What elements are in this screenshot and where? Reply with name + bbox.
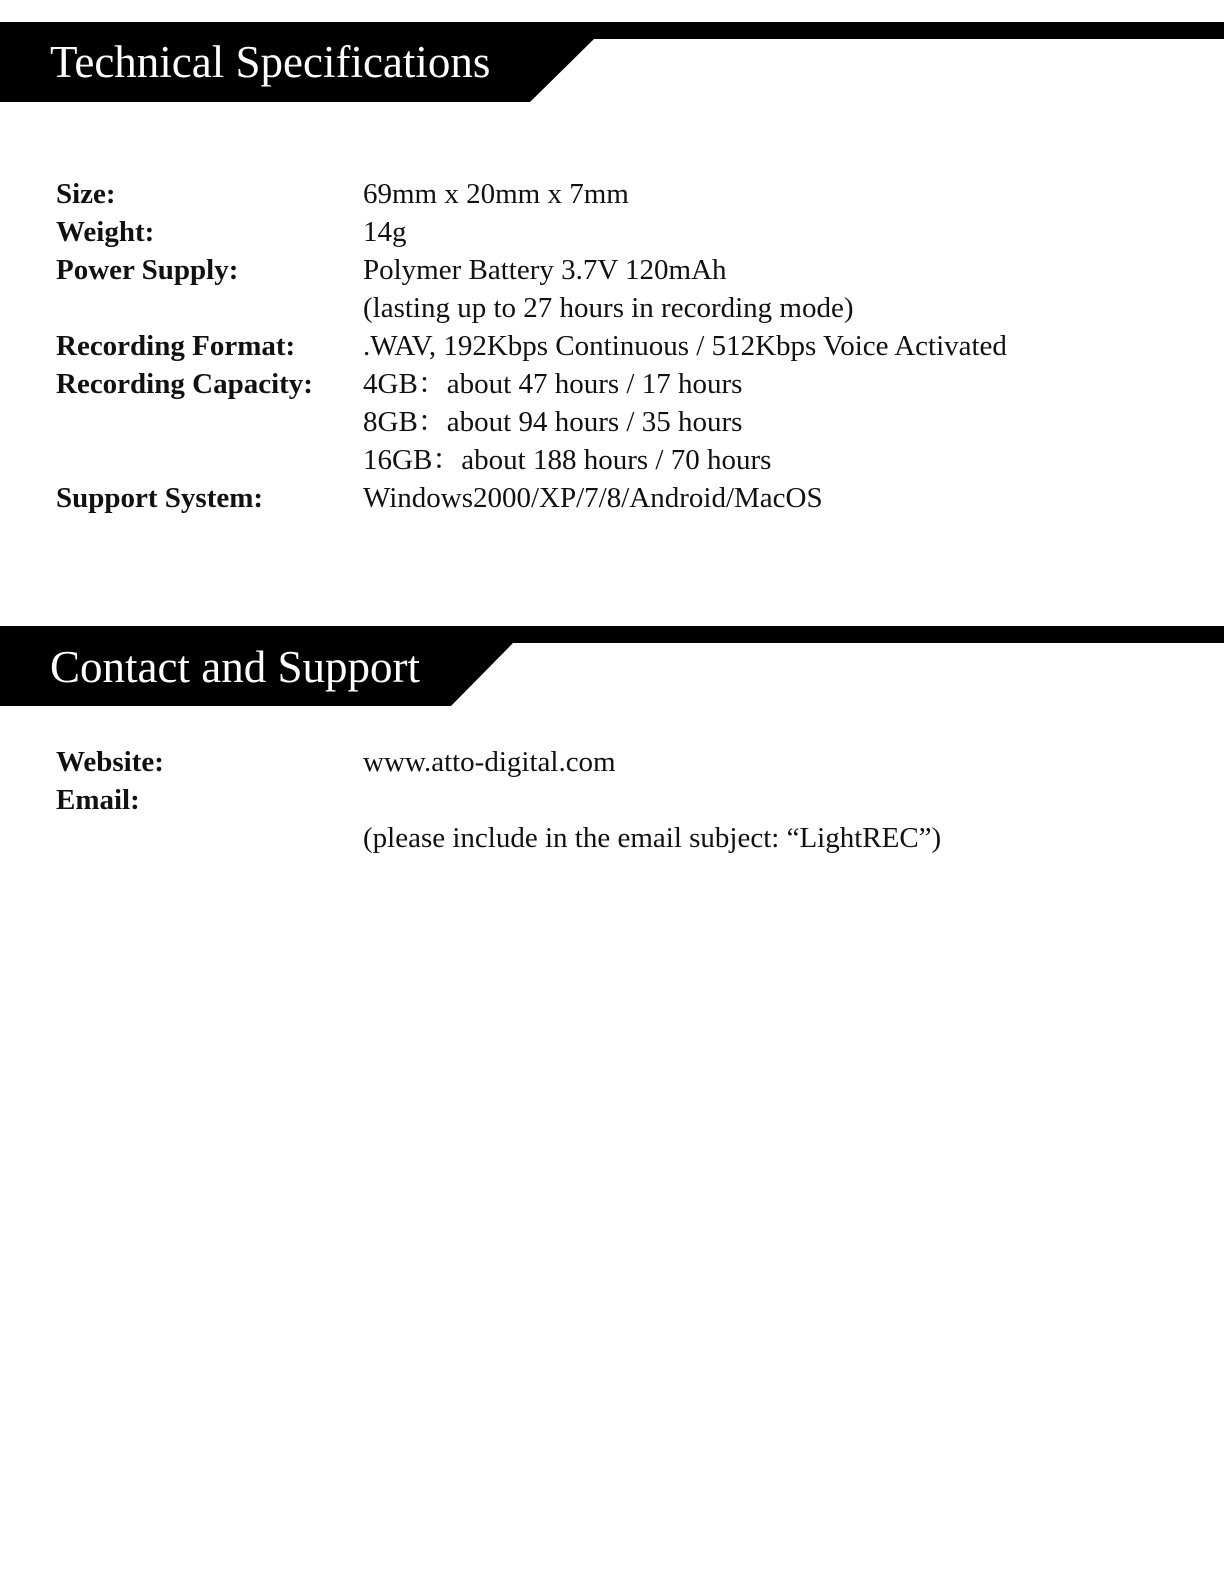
spec-value: 16GB：about 188 hours / 70 hours <box>363 444 772 476</box>
spec-row-recording-capacity-16gb <box>56 441 1176 479</box>
spec-value: Polymer Battery 3.7V 120mAh <box>363 254 727 286</box>
contact-list <box>56 743 1176 857</box>
spec-row-power-supply-note <box>56 289 1176 327</box>
section-title: Contact and Support <box>50 642 420 692</box>
contact-row-email <box>56 781 1176 819</box>
spec-row-recording-format <box>56 327 1176 365</box>
spec-label: Weight: <box>56 216 155 248</box>
spec-row-support-system <box>56 479 1176 517</box>
spec-list <box>56 175 1176 517</box>
spec-label: Size: <box>56 178 116 210</box>
spec-row-power-supply <box>56 251 1176 289</box>
spec-label: Recording Capacity: <box>56 368 313 400</box>
spec-value: 4GB：about 47 hours / 17 hours <box>363 368 743 400</box>
contact-row-website <box>56 743 1176 781</box>
contact-label: Website: <box>56 746 164 778</box>
spec-value: 14g <box>363 216 407 248</box>
contact-label: Email: <box>56 784 140 816</box>
spec-label: Support System: <box>56 482 264 514</box>
spec-value: .WAV, 192Kbps Continuous / 512Kbps Voice Activated <box>363 330 1007 362</box>
spec-value: (lasting up to 27 hours in recording mode) <box>363 292 854 324</box>
spec-row-recording-capacity <box>56 365 1176 403</box>
spec-value: 69mm x 20mm x 7mm <box>363 178 629 210</box>
spec-row-weight <box>56 213 1176 251</box>
section-header-technical-specifications <box>0 22 1224 104</box>
email-subject-note: (please include in the email subject: “LightREC”) <box>363 822 942 854</box>
website-link[interactable]: www.atto-digital.com <box>363 746 616 778</box>
spec-label: Recording Format: <box>56 330 296 362</box>
spec-value: Windows2000/XP/7/8/Android/MacOS <box>363 482 823 514</box>
spec-row-recording-capacity-8gb <box>56 403 1176 441</box>
section-title: Technical Specifications <box>50 37 491 87</box>
contact-row-email-note <box>56 819 1176 857</box>
spec-row-size <box>56 175 1176 213</box>
section-header-contact-and-support <box>0 626 1224 708</box>
spec-label: Power Supply: <box>56 254 239 286</box>
spec-value: 8GB：about 94 hours / 35 hours <box>363 406 743 438</box>
